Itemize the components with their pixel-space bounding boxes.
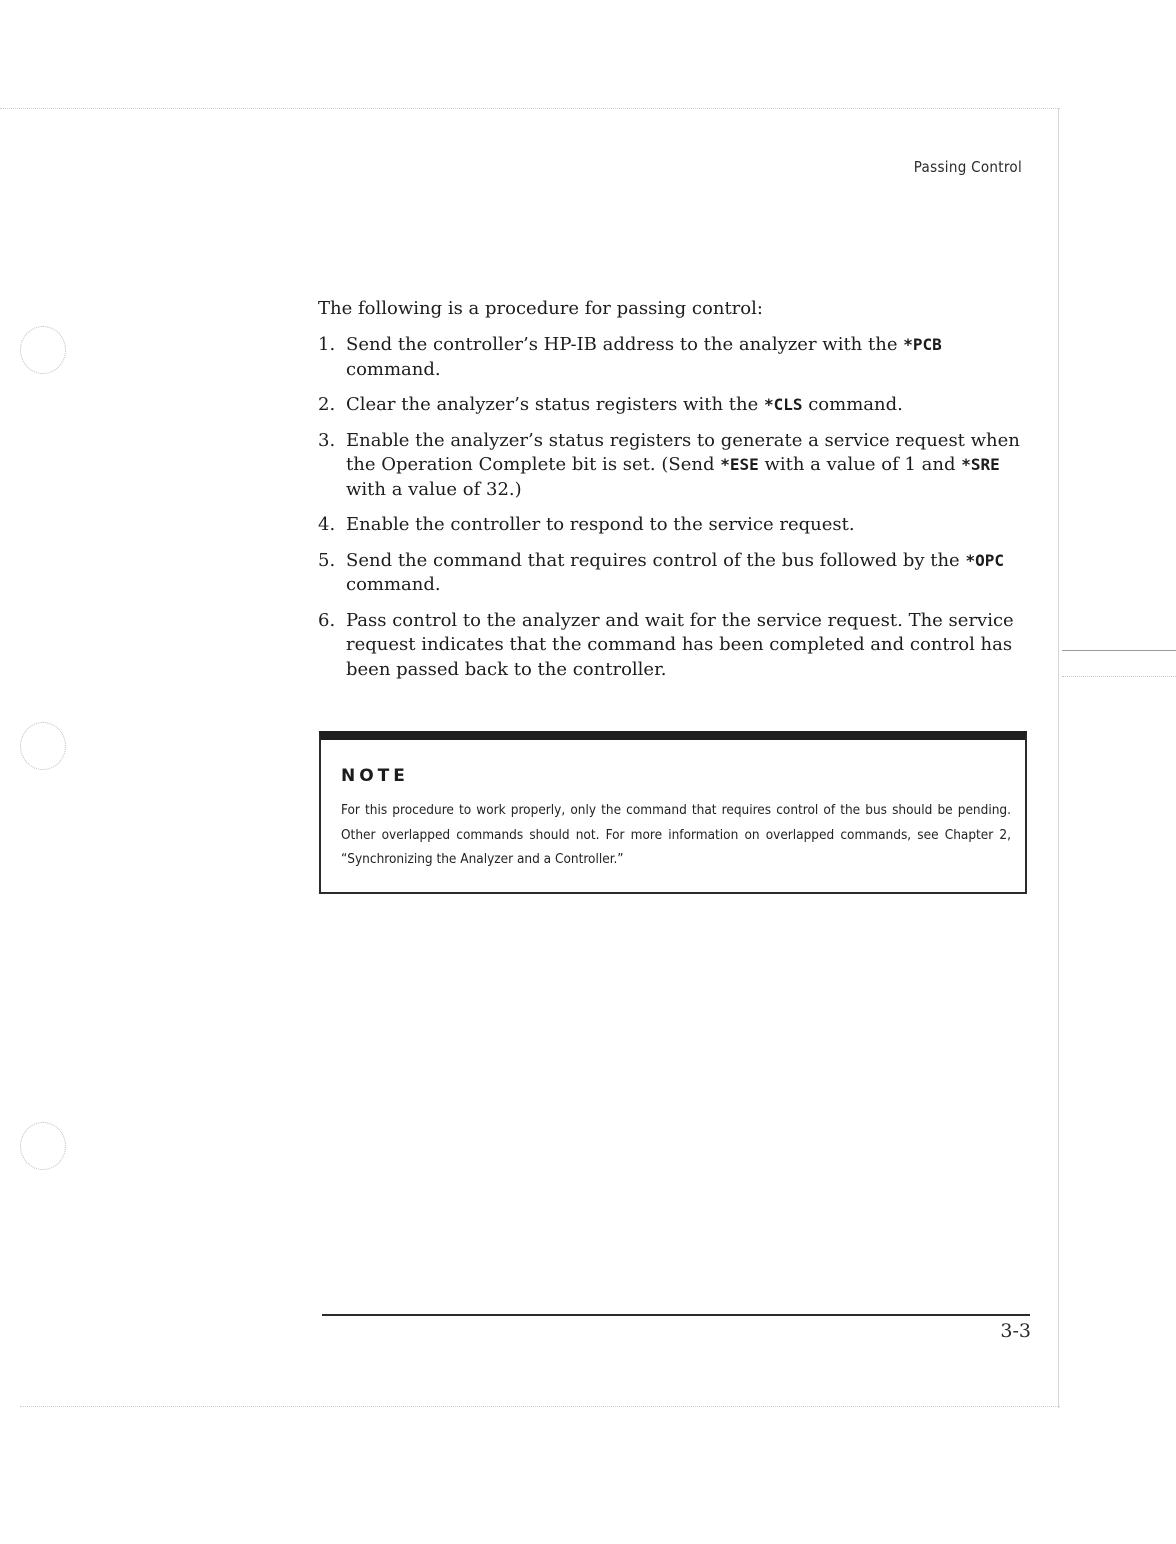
list-item [318,609,1023,683]
step-text: command. [346,574,441,595]
list-item [318,513,1023,538]
scan-edge-bottom [20,1406,1060,1407]
binder-hole [20,326,66,374]
scan-edge-top [0,108,1060,109]
step-text: Enable the controller to respond to the service request. [346,514,855,535]
page-edge-right [1058,108,1059,1408]
step-number: 1. [318,334,336,355]
note-text: For this procedure to work properly, only the command that requires control of the bus should be pending. Other overlapped commands should not. For more information on overlapped commands, see Chapter 2, “Synchronizing the Analyzer and a Controller.” [341,802,1011,867]
step-number: 6. [318,609,336,631]
step-text: Send the controller’s HP-IB address to the analyzer with the [346,334,904,355]
command-opc: *OPC [965,550,1004,570]
page-number: 3-3 [1000,1320,1031,1342]
intro-paragraph: The following is a procedure for passing control: [318,298,763,319]
note-box [319,731,1027,894]
step-text: Clear the analyzer’s status registers with the [346,394,764,415]
step-text: with a value of 32.) [346,478,522,500]
step-text: Enable the analyzer’s status registers to generate a service request when the Operation Complete bit is set. (Send [346,429,1020,475]
step-text: with a value of 1 and [758,454,962,475]
list-item [318,393,1023,418]
step-number: 5. [318,549,336,571]
step-text: Send the command that requires control of the bus followed by the [346,549,966,571]
command-cls: *CLS [763,395,803,414]
list-item [318,549,1023,598]
margin-tab-mark [1062,676,1176,677]
command-sre: *SRE [961,455,1000,474]
procedure-list [318,333,1023,693]
margin-tab-mark [1062,650,1176,651]
running-head: Passing Control [913,158,1022,176]
binder-hole [20,1122,66,1170]
step-number: 3. [318,429,336,451]
list-item [318,333,1023,382]
note-title: NOTE [341,766,409,786]
step-text: command. [802,394,903,415]
step-number: 4. [318,514,336,535]
step-text: command. [346,358,441,380]
command-pcb: *PCB [903,335,942,354]
command-ese: *ESE [720,455,759,474]
step-number: 2. [318,394,336,415]
step-text: Pass control to the analyzer and wait for the service request. The service request indicates that the command has been completed and control has been passed back to the controller. [346,609,1014,680]
binder-hole [20,722,66,770]
footer-rule [322,1314,1030,1316]
list-item [318,429,1023,503]
